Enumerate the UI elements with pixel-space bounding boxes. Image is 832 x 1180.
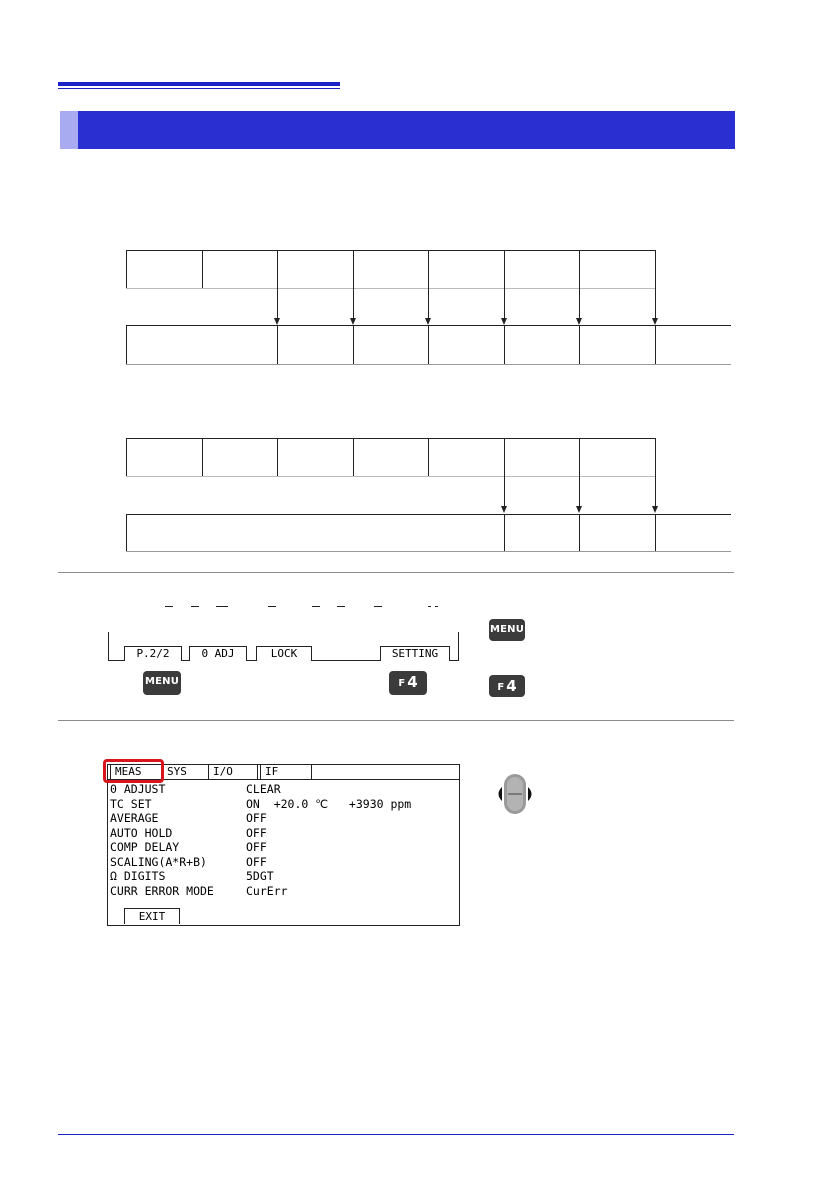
f4-key-instruction-number: 4 (506, 677, 517, 695)
tab-io[interactable]: I/O (208, 765, 258, 780)
header-rule-thick (58, 82, 340, 86)
row-value-0adjust[interactable]: CLEAR (246, 782, 281, 796)
row-value-scaling[interactable]: OFF (246, 854, 267, 869)
menu-key-instruction: MENU (489, 619, 525, 641)
row-label-currerror: CURR ERROR MODE (110, 883, 214, 898)
row-label-compdelay: COMP DELAY (110, 840, 180, 854)
row-label-average: AVERAGE (110, 811, 159, 825)
row-value-compdelay[interactable]: OFF (246, 840, 267, 854)
f4-key[interactable] (389, 671, 427, 695)
row-label-autohold: AUTO HOLD (110, 825, 173, 840)
meas-tab-highlight (103, 759, 164, 783)
row-value-currerror[interactable]: CurErr (246, 883, 288, 898)
tab-sys[interactable]: SYS (162, 765, 210, 780)
step-separator-2 (58, 720, 734, 721)
left-right-key-icon (490, 774, 540, 814)
tab-meas[interactable]: MEAS (110, 765, 166, 780)
row-label-0adjust: 0 ADJUST (110, 782, 166, 796)
softkey-setting[interactable]: SETTING (380, 646, 450, 661)
f4-key-number: 4 (407, 673, 418, 691)
lcd-screen (107, 764, 460, 926)
row-value-digits[interactable]: 5DGT (246, 869, 274, 883)
f4-key-instruction-prefix: F (497, 682, 505, 693)
row-label-tcset: TC SET (110, 796, 152, 811)
row-value-autohold[interactable]: OFF (246, 825, 267, 840)
f4-key-prefix: F (398, 678, 406, 689)
header-rule-thin (58, 88, 340, 89)
softkey-exit[interactable]: EXIT (124, 908, 180, 924)
section-banner-tab (60, 111, 78, 149)
f4-key-instruction (489, 675, 525, 697)
menu-key[interactable]: MENU (143, 671, 181, 695)
softkey-zero-adj[interactable]: 0 ADJ (189, 646, 247, 661)
step-separator-1 (58, 572, 734, 573)
row-label-scaling: SCALING(A*R+B) (110, 854, 207, 869)
softkey-page[interactable]: P.2/2 (124, 646, 182, 661)
tab-if[interactable]: IF (260, 765, 312, 780)
softkey-lock[interactable]: LOCK (256, 646, 312, 661)
row-value-tcset[interactable]: ON +20.0 ℃ +3930 ppm (246, 796, 412, 811)
row-value-average[interactable]: OFF (246, 811, 267, 825)
footer-rule (58, 1134, 734, 1135)
section-banner (60, 111, 735, 149)
row-label-digits: Ω DIGITS (110, 869, 166, 883)
